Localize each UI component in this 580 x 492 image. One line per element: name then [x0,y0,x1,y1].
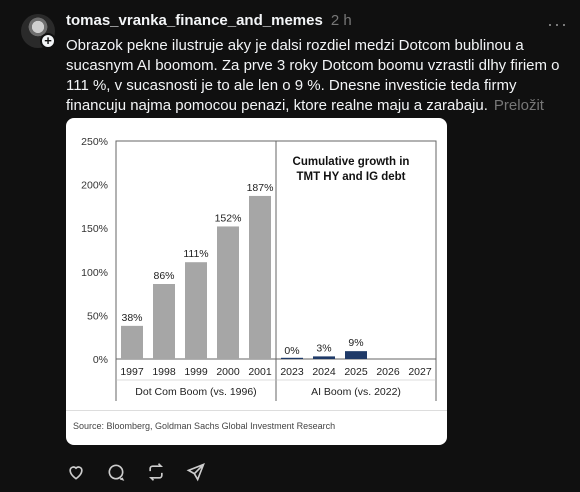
x-tick-label: 2024 [312,366,336,378]
bar [281,358,303,359]
data-label: 86% [153,270,175,283]
post-header [66,12,352,29]
x-tick-label: 2025 [344,366,368,378]
chart-source: Source: Bloomberg, Goldman Sachs Global Investment Research [73,421,336,431]
data-label: 111% [183,248,209,261]
source-divider [66,410,447,411]
heart-icon[interactable] [66,462,86,482]
bar [249,196,271,359]
bar [345,351,367,359]
x-tick-label: 2023 [280,366,304,378]
chart [66,118,447,408]
repost-icon[interactable] [146,462,166,482]
bar [313,356,335,359]
chart-title: Cumulative growth in [292,156,410,168]
x-tick-label: 2027 [408,366,432,378]
bar [185,262,207,359]
data-label: 187% [246,181,274,194]
username[interactable]: tomas_vranka_finance_and_memes [66,12,323,29]
ellipsis-icon[interactable]: ··· [547,14,568,34]
y-tick-label: 50% [86,310,108,323]
data-label: 38% [121,311,143,324]
bar [153,284,175,359]
group-label: Dot Com Boom (vs. 1996) [135,386,257,398]
y-tick-label: 0% [92,354,108,366]
data-label: 0% [284,345,300,357]
x-tick-label: 2000 [216,366,240,378]
comment-icon[interactable] [106,462,126,482]
x-tick-label: 1999 [184,366,208,378]
x-tick-label: 1998 [152,366,176,378]
data-label: 9% [348,337,364,350]
y-tick-label: 150% [81,223,108,236]
image-card[interactable] [66,118,447,445]
y-tick-label: 100% [81,266,108,279]
y-tick-label: 200% [81,179,108,192]
data-label: 152% [214,212,242,225]
data-label: 3% [316,342,332,355]
chart-title: TMT HY and IG debt [296,171,406,183]
send-icon[interactable] [186,462,206,482]
y-tick-label: 250% [81,136,108,148]
bar [121,326,143,359]
x-tick-label: 2026 [376,366,400,378]
group-label: AI Boom (vs. 2022) [311,386,401,398]
timestamp: 2 h [330,12,352,29]
x-tick-label: 2001 [248,366,272,378]
bar [217,226,239,359]
post-text [66,36,561,116]
follow-plus-icon[interactable]: + [40,33,56,49]
translate-link[interactable]: Preložit [493,97,544,114]
x-tick-label: 1997 [120,366,144,378]
post-body: Obrazok pekne ilustruje aky je dalsi rozdiel medzi Dotcom bublinou a sucasnym AI boomom. Za prve 3 roky Dotcom boomu vzrastli dlhy firiem o 111 %, v sucasnosti je to ale len o 9 %. Dnesne investicie teda firmy financuju najma pomocou penazi, ktore realne maju a zarabaju. [66,37,560,114]
